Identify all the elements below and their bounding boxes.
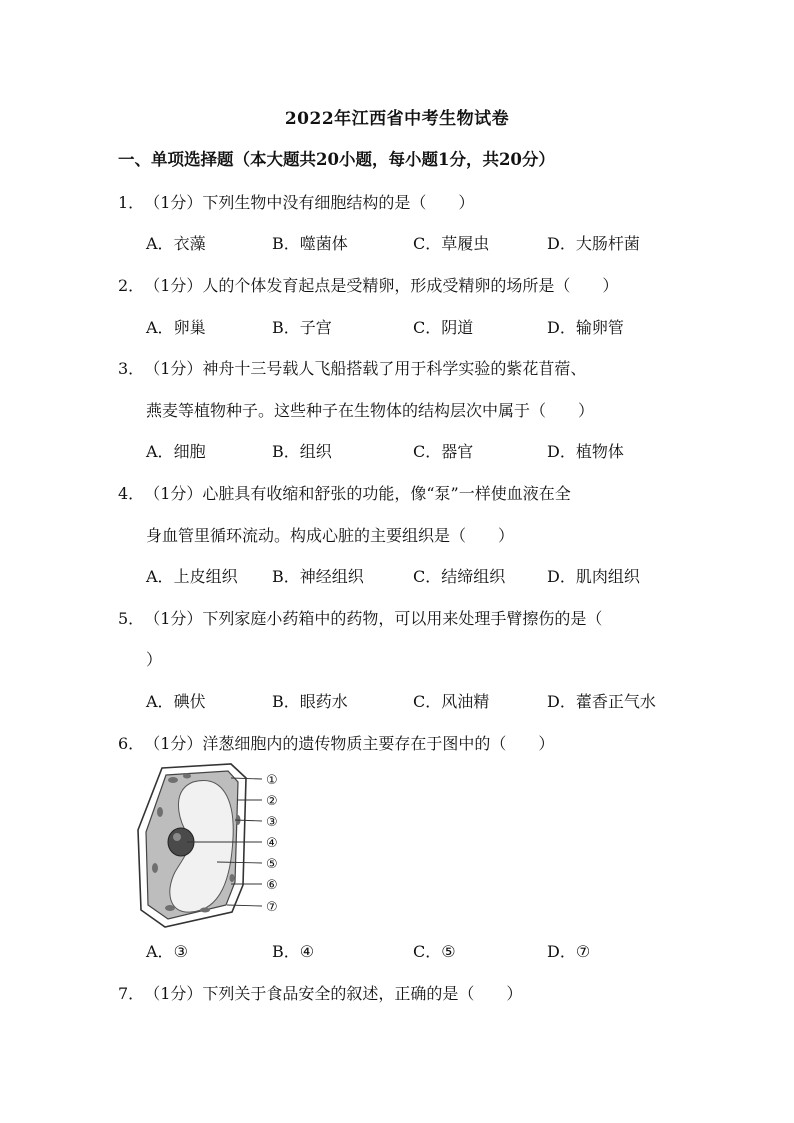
- question-number: 2．: [118, 276, 145, 295]
- question-5: [118, 606, 602, 629]
- question-text: （1分）下列家庭小药箱中的药物，可以用来处理手臂擦伤的是（: [144, 609, 603, 628]
- options-q1: [146, 231, 686, 255]
- question-3-continued: 燕麦等植物种子。这些种子在生物体的结构层次中属于（ ）: [146, 401, 595, 420]
- question-4-continued: 身血管里循环流动。构成心脏的主要组织是（ ）: [146, 526, 515, 545]
- option-a: A．细胞: [146, 442, 206, 461]
- option-a: A．碘伏: [146, 692, 206, 711]
- option-d: D．大肠杆菌: [547, 234, 640, 253]
- question-number: 1．: [118, 193, 145, 212]
- question-3: [118, 356, 586, 379]
- page-title: 2022年江西省中考生物试卷: [284, 109, 510, 129]
- label-7: ⑦: [266, 900, 278, 915]
- option-c: C．器官: [413, 442, 474, 461]
- question-number: 6．: [118, 734, 145, 753]
- option-d: D．藿香正气水: [547, 692, 656, 711]
- options-q4: [146, 564, 686, 588]
- option-b: B．组织: [272, 442, 332, 461]
- question-1: [118, 190, 474, 213]
- label-1: ①: [266, 773, 278, 788]
- question-number: 3．: [118, 359, 145, 378]
- option-c: C．结缔组织: [413, 567, 506, 586]
- option-c: C．风油精: [413, 692, 490, 711]
- question-6: [118, 731, 554, 754]
- option-d: D．⑦: [547, 942, 591, 961]
- option-b: B．④: [272, 942, 315, 961]
- option-b: B．子宫: [272, 318, 332, 337]
- option-a: A．③: [146, 942, 188, 961]
- option-b: B．眼药水: [272, 692, 348, 711]
- question-text: （1分）神舟十三号载人飞船搭载了用于科学实验的紫花苜蓿、: [144, 359, 587, 378]
- option-b: B．噬菌体: [272, 234, 348, 253]
- label-2: ②: [266, 794, 278, 809]
- option-c: C．草履虫: [413, 234, 490, 253]
- label-3: ③: [266, 815, 278, 830]
- question-text: （1分）洋葱细胞内的遗传物质主要存在于图中的（ ）: [144, 734, 555, 753]
- option-a: A．衣藻: [146, 234, 206, 253]
- onion-cell-figure: [135, 760, 295, 930]
- question-text: （1分）下列关于食品安全的叙述，正确的是（ ）: [144, 984, 523, 1003]
- option-c: C．⑤: [413, 942, 456, 961]
- option-d: D．肌肉组织: [547, 567, 640, 586]
- question-number: 5．: [118, 609, 145, 628]
- section-heading: 一、单项选择题（本大题共20小题，每小题1分，共20分）: [118, 150, 555, 169]
- question-text: （1分）人的个体发育起点是受精卵，形成受精卵的场所是（ ）: [144, 276, 619, 295]
- question-text: （1分）下列生物中没有细胞结构的是（ ）: [144, 193, 475, 212]
- question-text: （1分）心脏具有收缩和舒张的功能，像“泵”一样使血液在全: [144, 484, 571, 503]
- option-b: B．神经组织: [272, 567, 364, 586]
- question-4: [118, 481, 571, 504]
- option-d: D．输卵管: [547, 318, 624, 337]
- label-4: ④: [266, 836, 278, 851]
- label-6: ⑥: [266, 878, 278, 893]
- option-a: A．上皮组织: [146, 567, 238, 586]
- options-q3: [146, 439, 686, 463]
- options-q5: [146, 689, 686, 713]
- option-d: D．植物体: [547, 442, 624, 461]
- option-a: A．卵巢: [146, 318, 206, 337]
- label-5: ⑤: [266, 857, 278, 872]
- options-q6: [146, 939, 686, 963]
- question-5-continued: ）: [146, 650, 163, 669]
- question-7: [118, 981, 522, 1004]
- option-c: C．阴道: [413, 318, 474, 337]
- question-2: [118, 273, 618, 296]
- question-number: 7．: [118, 984, 145, 1003]
- options-q2: [146, 315, 686, 339]
- question-number: 4．: [118, 484, 145, 503]
- onion-cell-diagram: [135, 760, 295, 930]
